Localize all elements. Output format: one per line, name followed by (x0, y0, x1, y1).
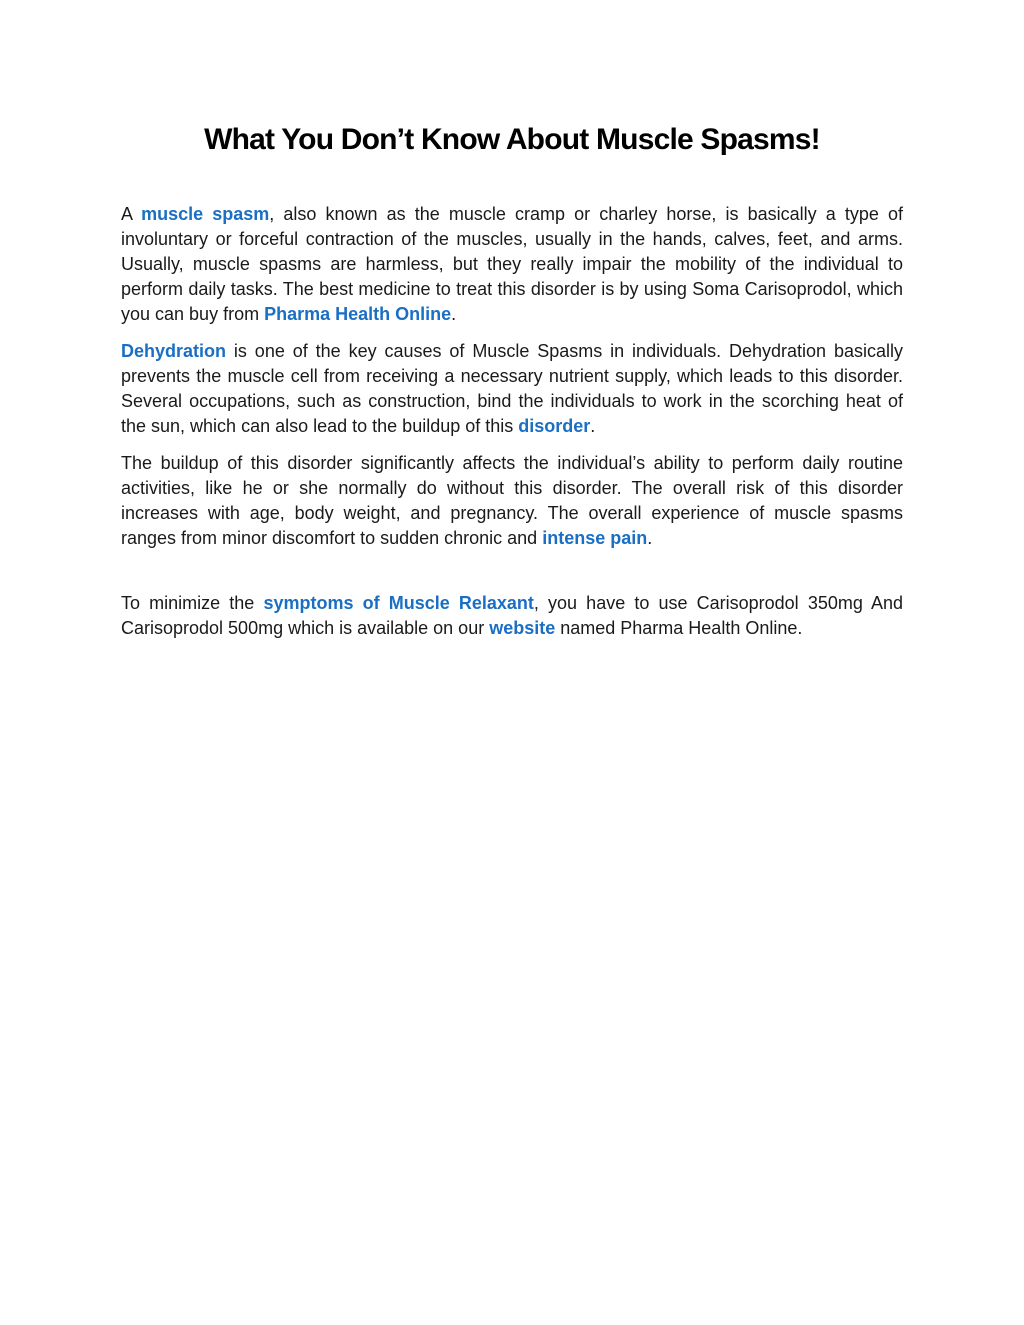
intense-pain-link[interactable]: intense pain (542, 528, 648, 548)
disorder-link[interactable]: disorder (518, 416, 591, 436)
text-span: To minimize the (121, 593, 264, 613)
pharma-health-online-link[interactable]: Pharma Health Online (264, 304, 452, 324)
document-page (121, 118, 903, 653)
paragraph-minimize (121, 591, 903, 641)
text-span: . (451, 304, 457, 324)
paragraph-buildup (121, 451, 903, 551)
text-span: . (590, 416, 596, 436)
dehydration-link[interactable]: Dehydration (121, 341, 227, 361)
page-title: What You Don’t Know About Muscle Spasms! (204, 123, 820, 156)
text-span: . (647, 528, 653, 548)
text-span: The buildup of this disorder significantly affects the individual’s ability to perform daily routine activities, like he or she normally do without this disorder. The overall risk of this disorder increases with age, body weight, and pregnancy. The overall experience of muscle spasms ranges from minor discomfort to sudden chronic and (121, 453, 903, 548)
paragraph-intro (121, 202, 903, 327)
text-span: is one of the key causes of Muscle Spasms in individuals. Dehydration basically prevents the muscle cell from receiving a necessary nutrient supply, which leads to this disorder. Several occupations, such as construction, bind the individuals to work in the scorching heat of the sun, which can also lead to the buildup of this (121, 341, 903, 436)
text-span: named Pharma Health Online. (555, 618, 803, 638)
paragraph-dehydration (121, 339, 903, 439)
symptoms-link[interactable]: symptoms of Muscle Relaxant (263, 593, 534, 613)
text-span: A (121, 204, 142, 224)
muscle-spasm-link[interactable]: muscle spasm (141, 204, 270, 224)
text-span: , you have to use Carisoprodol 350mg And Carisoprodol 500mg which is available on our (121, 593, 904, 638)
website-link[interactable]: website (489, 618, 556, 638)
text-span: , also known as the muscle cramp or charley horse, is basically a type of involuntary or forceful contraction of the muscles, usually in the hands, calves, feet, and arms. Usually, muscle spasms are harmless, but they really impair the mobility of the individual to perform daily tasks. The best medicine to treat this disorder is by using Soma Carisoprodol, which you can buy from (121, 204, 903, 324)
